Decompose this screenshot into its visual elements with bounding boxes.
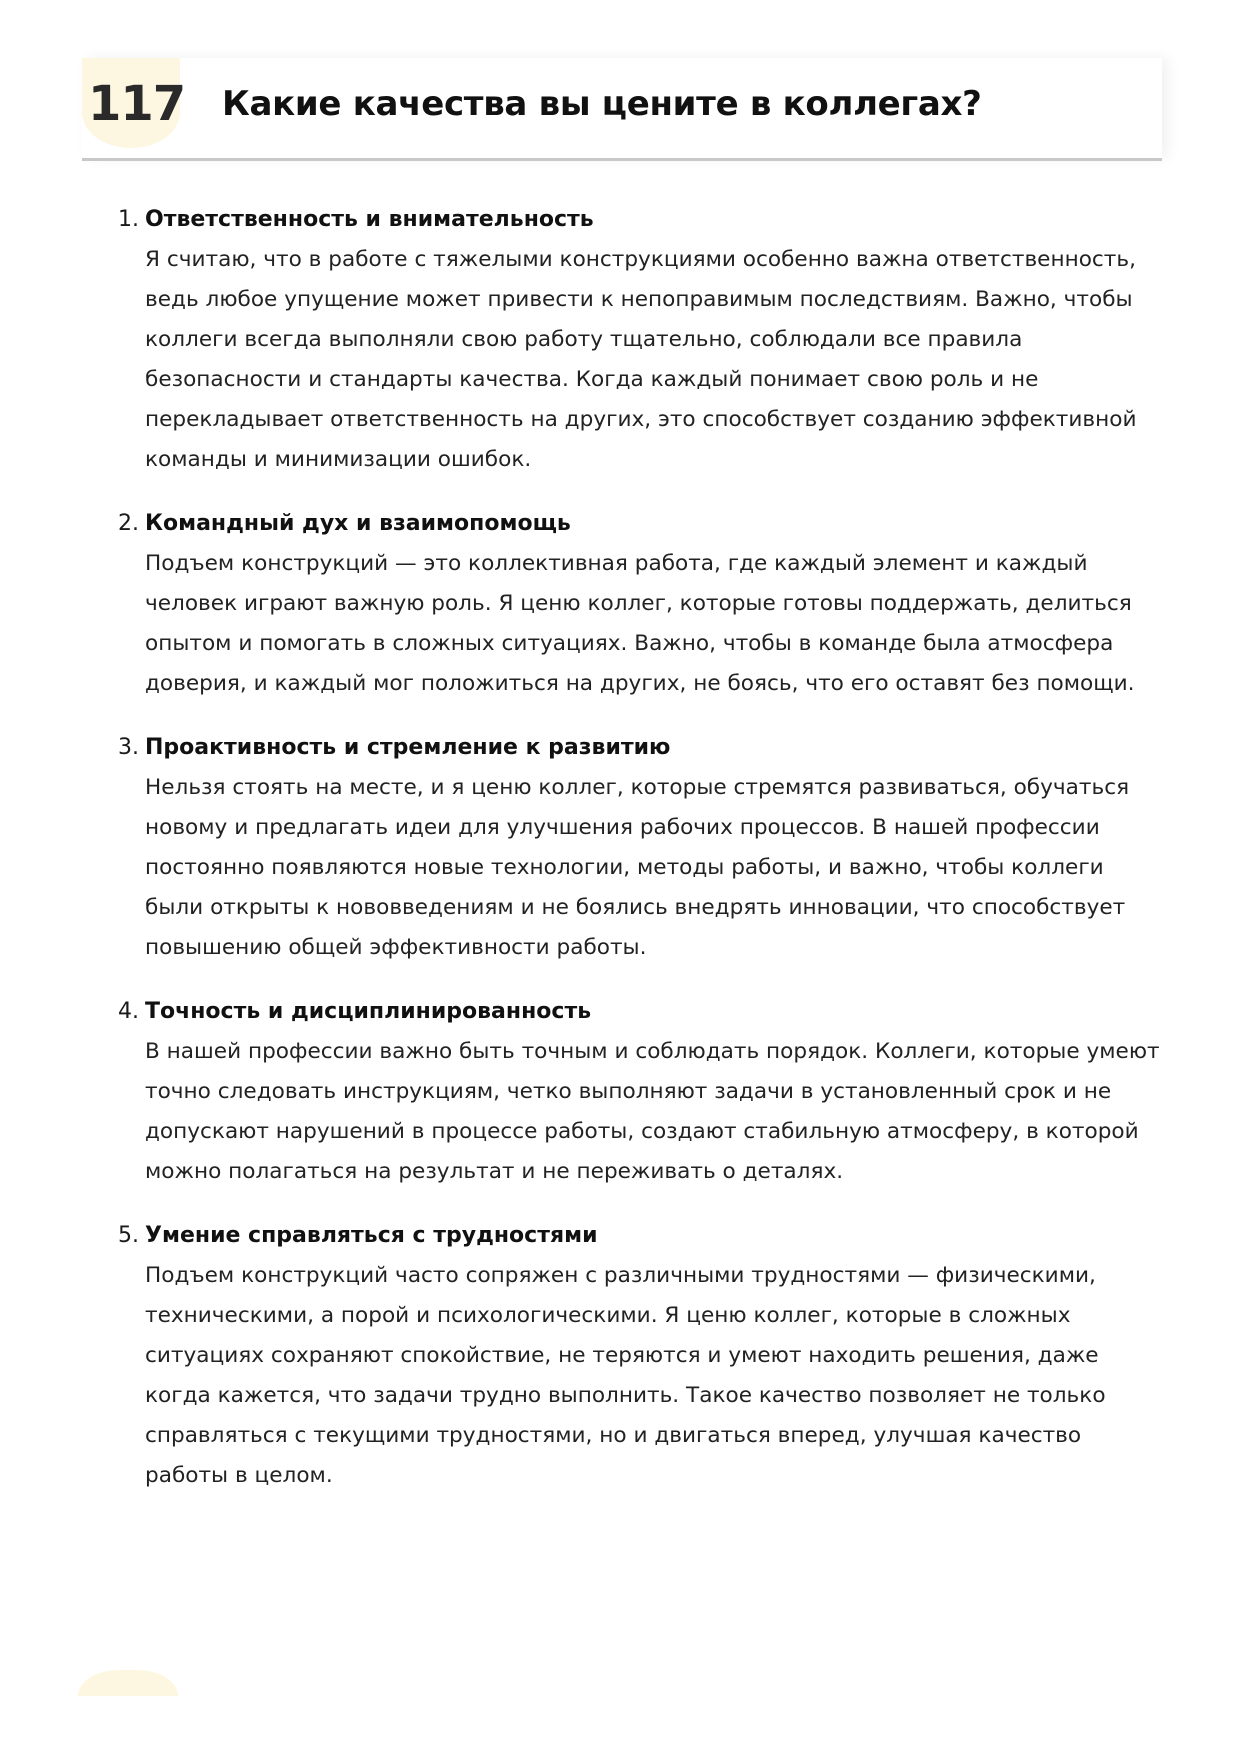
answer-heading: Умение справляться с трудностями [145,1223,598,1248]
answer-item [115,504,1165,704]
answer-text: Нельзя стоять на месте, и я ценю коллег, которые стремятся развиваться, обучаться новому и предлагать идеи для улучшения рабочих процессов. В нашей профессии постоянно появляются новые технологии, методы работы, и важно, чтобы коллеги были открыты к нововведениям и не боялись внедрять инновации, что способствует повышению общей эффективности работы. [145,775,1130,960]
answer-number: 3. [118,735,139,760]
question-number-badge [82,58,186,148]
answer-item [115,728,1165,968]
question-number: 117 [88,76,186,132]
answer-number: 2. [118,511,139,536]
answer-number: 4. [118,999,139,1024]
answer-text: Подъем конструкций часто сопряжен с различными трудностями — физическими, техническими, а порой и психологическими. Я ценю коллег, которые в сложных ситуациях сохраняют спокойствие, не теряются и умеют находить решения, даже когда кажется, что задачи трудно выполнить. Такое качество позволяет не только справляться с текущими трудностями, но и двигаться вперед, улучшая качество работы в целом. [145,1263,1106,1488]
answer-text: Подъем конструкций — это коллективная работа, где каждый элемент и каждый человек играют важную роль. Я ценю коллег, которые готовы поддержать, делиться опытом и помогать в сложных ситуациях. Важно, чтобы в команде была атмосфера доверия, и каждый мог положиться на других, не боясь, что его оставят без помощи. [145,551,1135,696]
answer-number: 5. [118,1223,139,1248]
answer-heading: Точность и дисциплинированность [145,999,592,1024]
answer-text: В нашей профессии важно быть точным и соблюдать порядок. Коллеги, которые умеют точно следовать инструкциям, четко выполняют задачи в установленный срок и не допускают нарушений в процессе работы, создают стабильную атмосферу, в которой можно полагаться на результат и не переживать о деталях. [145,1039,1160,1184]
answer-text: Я считаю, что в работе с тяжелыми конструкциями особенно важна ответственность, ведь любое упущение может привести к непоправимым последствиям. Важно, чтобы коллеги всегда выполняли свою работу тщательно, соблюдали все правила безопасности и стандарты качества. Когда каждый понимает свою роль и не перекладывает ответственность на других, это способствует созданию эффективной команды и минимизации ошибок. [145,247,1137,472]
answer-heading: Ответственность и внимательность [145,207,594,232]
answer-heading: Проактивность и стремление к развитию [145,735,671,760]
answer-item [115,200,1165,480]
answer-item [115,1216,1165,1496]
answers-list [115,200,1165,1520]
header-divider [82,158,1162,161]
question-header [82,58,1162,158]
answer-number: 1. [118,207,139,232]
footer-decoration [78,1670,178,1696]
answer-item [115,992,1165,1192]
answer-heading: Командный дух и взаимопомощь [145,511,571,536]
question-title: Какие качества вы цените в коллегах? [222,84,982,124]
